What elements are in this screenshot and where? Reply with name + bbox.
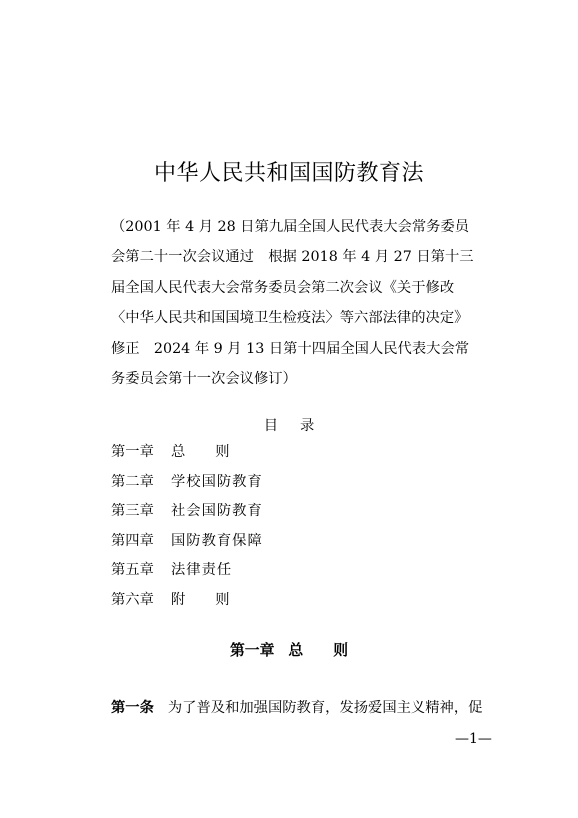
toc-title-part: 则 <box>215 444 230 460</box>
toc-title-part: 总 <box>171 444 186 460</box>
toc-item <box>111 501 491 531</box>
revision-note-line: 届全国人民代表大会常务委员会第二次会议《关于修改 <box>111 279 455 296</box>
chapter-heading-title-part: 总 <box>288 642 304 659</box>
toc-chapter-number: 第六章 <box>111 591 154 608</box>
page-number: —1— <box>455 731 492 747</box>
toc-item <box>111 590 491 620</box>
document-title: 中华人民共和国国防教育法 <box>153 161 424 186</box>
revision-note-line: 务委员会第十一次会议修订） <box>111 371 297 388</box>
toc-heading: 目录 <box>263 418 337 434</box>
revision-note-line: （2001 年 4 月 28 日第九届全国人民代表大会常务委员 <box>111 219 470 235</box>
toc-chapter-number: 第三章 <box>111 503 154 520</box>
revision-note-line: 修正 2024 年 9 月 13 日第十四届全国人民代表大会常 <box>111 340 470 357</box>
toc-chapter-number: 第四章 <box>111 532 154 549</box>
revision-note-line: 会第二十一次会议通过 根据 2018 年 4 月 27 日第十三 <box>111 249 474 266</box>
toc-chapter-title <box>171 444 230 460</box>
table-of-contents <box>111 442 491 620</box>
revision-note <box>111 212 491 394</box>
toc-chapter-title: 法律责任 <box>171 562 233 579</box>
toc-chapter-title <box>171 592 230 608</box>
toc-chapter-number: 第二章 <box>111 473 154 490</box>
revision-note-line: 〈中华人民共和国国境卫生检疫法〉等六部法律的决定》 <box>111 310 469 327</box>
chapter-heading-number: 第一章 <box>229 642 275 659</box>
toc-title-part: 则 <box>215 591 230 608</box>
toc-chapter-number: 第五章 <box>111 562 154 579</box>
article-label: 第一条 <box>111 700 154 716</box>
toc-item <box>111 472 491 502</box>
toc-item <box>111 560 491 590</box>
chapter-heading-title-part: 则 <box>333 642 349 659</box>
article-text: 为了普及和加强国防教育，发扬爱国主义精神，促 <box>167 700 483 716</box>
toc-chapter-number: 第一章 <box>111 444 154 460</box>
toc-chapter-title: 国防教育保障 <box>171 532 263 549</box>
article-paragraph <box>111 697 511 717</box>
toc-item <box>111 442 491 472</box>
toc-chapter-title: 学校国防教育 <box>171 473 263 490</box>
toc-chapter-title: 社会国防教育 <box>171 503 263 520</box>
chapter-heading <box>0 639 578 660</box>
toc-title-part: 附 <box>171 591 186 608</box>
toc-item <box>111 531 491 561</box>
